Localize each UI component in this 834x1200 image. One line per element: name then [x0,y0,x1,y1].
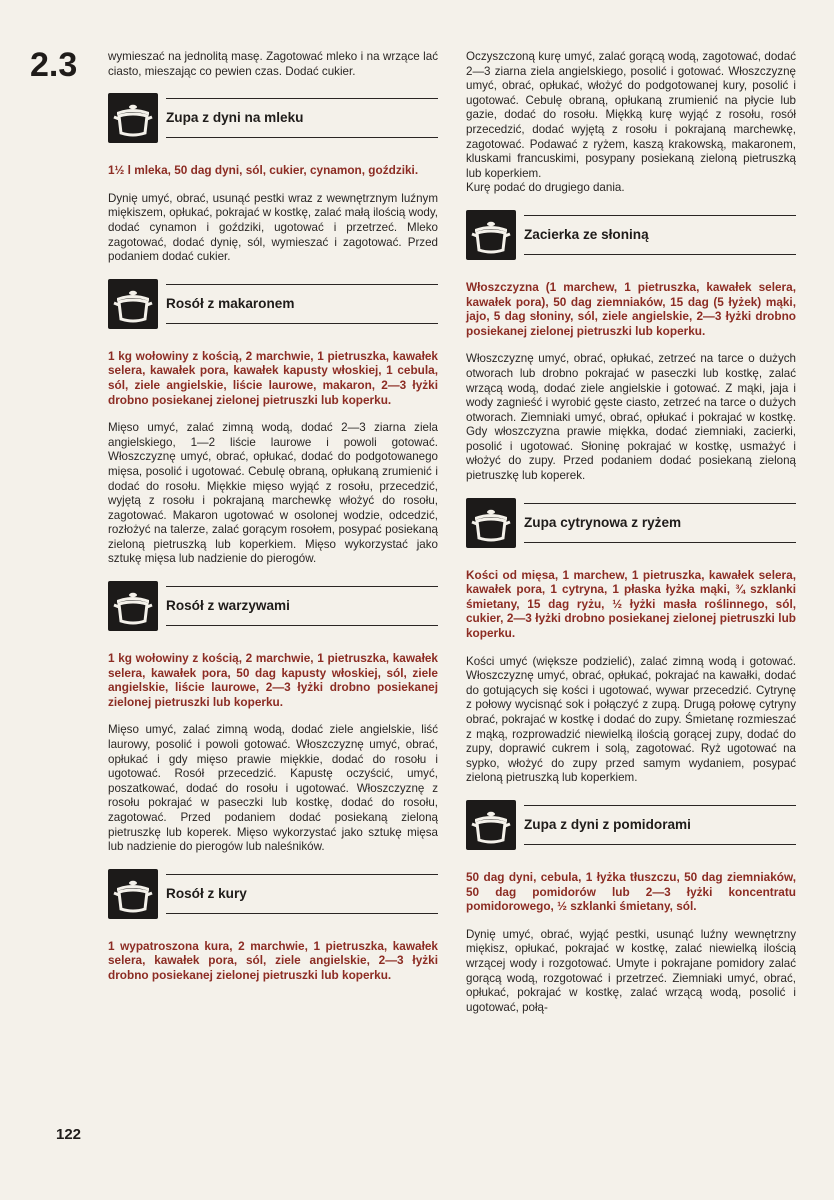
cooking-pot-icon [466,498,516,548]
cooking-pot-icon [108,869,158,919]
section-number: 2.3 [30,46,78,84]
recipe-title: Rosół z warzywami [166,598,290,614]
recipe-header [466,210,796,264]
recipe-header [108,869,438,923]
intro-text: wymieszać na jednolitą masę. Zagotować mleko i na wrzące lać ciasto, mieszając co pewien czas. Dodać cukier. [108,50,438,78]
recipe-header [108,581,438,635]
recipe-instructions: Dynię umyć, obrać, usunąć pestki wraz z wewnętrznym luźnym miękiszem, opłukać, pokrajać w kostkę, zalać małą ilością wody, dodać cynamon i goździki, ugotować i przetrzeć. Mleko zagotować, dodać dynię, sól, wymieszać i zagotować. Przed podaniem dodać cukier. [108,191,438,264]
cooking-pot-icon [108,581,158,631]
recipe-instructions: Mięso umyć, zalać zimną wodą, dodać ziele angielskie, liść laurowy, posolić i powoli gotować. Włoszczyznę umyć, obrać, opłukać i gdy mięso prawie miękkie, dodać do rosołu i ugotować. Rosół przecedzić. Kapustę oczyścić, umyć, poszatkować, dodać do rosołu i ugotować. Włoszczyznę z rosołu pokrajać w paseczki lub kostkę, dodać do rosołu, zagotować. Przed podaniem dodać posiekaną zieloną pietruszkę lub koperek. Mięso wykorzystać jako sztukę mięsa lub nadzienie do pierogów lub naleśników. [108,723,438,854]
recipe-header [466,800,796,854]
intro-text-note: Kurę podać do drugiego dania. [466,181,625,195]
ingredients: 1 kg wołowiny z kością, 2 marchwie, 1 pietruszka, kawałek selera, kawałek pora, 50 dag kapusty włoskiej, sól, ziele angielskie, liście laurowe, 2—3 łyżki drobno posiekanej zielonej pietruszki lub koperku. [108,651,438,709]
recipe-instructions: Mięso umyć, zalać zimną wodą, dodać 2—3 ziarna ziela angielskiego, 1—2 liście laurowe i powoli gotować. Włoszczyznę umyć, obrać, opłukać, dodać do podgotowanego mięsa, posolić i ugotować. Cebulę obraną, opłukaną zrumienić i dodać do rosołu. Miękkie mięso wyjąć z rosołu, przecedzić, wyjętą z rosołu i pokrajaną marchewkę włożyć do rosołu, zagotować. Makaron ugotować w osolonej wodzie, odcedzić, rozłożyć na talerze, zalać gorącym rosołem, posypać posiekaną zieloną pietruszką lub koperkiem. Mięso wykorzystać jako sztukę mięsa lub nadzienie do pierogów. [108,421,438,566]
ingredients: 1½ l mleka, 50 dag dyni, sól, cukier, cynamon, goździki. [108,163,419,178]
recipe-title: Zacierka ze słoniną [524,226,649,242]
cooking-pot-icon [108,279,158,329]
intro-text: Oczyszczoną kurę umyć, zalać gorącą wodą, zagotować, dodać 2—3 ziarna ziela angielskiego, posolić i gotować. Włoszczyznę umyć, obrać, opłukać, włożyć do podgotowanej kury, posolić i ugotować. Cebulę obraną, opłukaną zrumienić na płycie lub gazie, dodać do rosołu. Miękką kurę wyjąć z rosołu, rosół przecedzić, dodać wyjętą z rosołu i pokrajaną marchewkę, zagotować. Podawać z ryżem, kaszą krakowską, makaronem, kluskami francuskimi, posypany posiekaną zieloną pietruszką lub koperkiem. [466,50,796,180]
recipe-title: Rosół z makaronem [166,295,295,311]
recipe-instructions: Dynię umyć, obrać, wyjąć pestki, usunąć luźny wewnętrzny miękisz, opłukać, pokrajać w kostkę, zalać niewielką ilością wrzącej wody i rozgotować. Umyte i pokrajane pomidory zalać gorącą wodą, rozgotować i przetrzeć. Ziemniaki umyć, obrać, opłukać, pokrajać w kostkę, zalać wrzącą wodą, posolić i ugotować, połą- [466,927,796,1014]
cooking-pot-icon [466,800,516,850]
cooking-pot-icon [108,93,158,143]
ingredients: 50 dag dyni, cebula, 1 łyżka tłuszczu, 50 dag ziemniaków, 50 dag pomidorów lub 2—3 łyżki koncentratu pomidorowego, ½ szklanki śmietany, sól. [466,869,796,914]
recipe-title: Zupa cytrynowa z ryżem [524,514,682,530]
cooking-pot-icon [466,210,516,260]
recipe-header [108,93,438,147]
recipe-header [466,498,796,552]
recipe-header [108,279,438,333]
ingredients: Włoszczyzna (1 marchew, 1 pietruszka, kawałek selera, kawałek pora), 50 dag ziemniaków, 15 dag (5 łyżek) mąki, jajo, 5 dag słoniny, sól, ziele angielskie, 2—3 łyżki drobno posiekanej zielonej pietruszki lub koperku. [466,279,796,338]
ingredients: Kości od mięsa, 1 marchew, 1 pietruszka, kawałek selera, kawałek pora, 1 cytryna, 1 płaska łyżka mąki, ¾ szklanki śmietany, 15 dag ryżu, ½ łyżki masła roślinnego, sól, cukier, 2—3 łyżki drobno posiekanej zielonej pietruszki lub koperku. [466,567,796,641]
ingredients: 1 kg wołowiny z kością, 2 marchwie, 1 pietruszka, kawałek selera, kawałek pora, kawałek kapusty włoskiej, 1 cebula, sól, ziele angielskie, liście laurowe, makaron, 2—3 łyżki drobno posiekanej zielonej pietruszki lub koperku. [108,348,438,407]
recipe-title: Rosół z kury [166,885,247,901]
recipe-title: Zupa z dyni na mleku [166,110,304,126]
page-number: 122 [56,1126,82,1143]
recipe-instructions: Włoszczyznę umyć, obrać, opłukać, zetrzeć na tarce o dużych otworach lub drobno pokrajać w paseczki lub kostkę, zalać wrzącą wodą, dodać ziele angielskie i gotować. Z mąki, jaja i wody zagnieść i wyrobić gęste ciasto, zetrzeć na tarce o dużych otworach. Ziemniaki umyć, obrać, opłukać i pokrajać w kostkę. Gdy włoszczyzna prawie miękka, dodać ziemniaki, zacierki, posolić i ugotować. Słoninę pokrajać w kostkę, usmażyć i włożyć do zupy. Przed podaniem dodać posiekaną zieloną pietruszkę lub koperek. [466,352,796,483]
recipe-title: Zupa z dyni z pomidorami [524,816,691,832]
ingredients: 1 wypatroszona kura, 2 marchwie, 1 pietruszka, kawałek selera, kawałek pora, sól, ziele angielskie, 2—3 łyżki drobno posiekanej zielonej pietruszki lub koperku. [108,938,438,982]
right-column [466,50,796,1015]
recipe-instructions: Kości umyć (większe podzielić), zalać zimną wodą i gotować. Włoszczyznę umyć, obrać, opłukać, pokrajać na kawałki, dodać do gotujących się kości i ugotować, wywar przecedzić. Cytrynę z połowy wycisnąć sok i połączyć z zupą. Drugą połowę cytryny obrać, pokrajać w kostkę i dodać do zupy. Śmietanę rozmieszać z mąką, rozprowadzić niewielką ilością gorącej zupy, dodać do zupy, doprawić cukrem i solą, zagotować. Ryż ugotować na sypko, włożyć do zupy przed samym wydaniem, posypać zieloną pietruszką lub koperkiem. [466,654,796,785]
left-column [108,50,438,983]
